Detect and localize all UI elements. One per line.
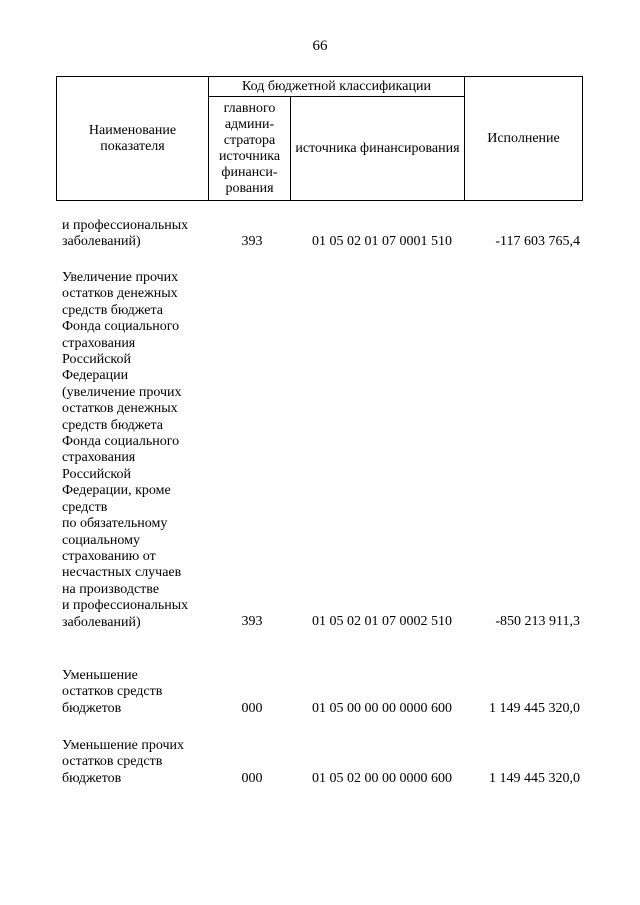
row-name-line: Фонда социального: [62, 434, 180, 450]
row-name-line: Уменьшение: [62, 668, 138, 683]
row-name-line: на производстве: [62, 581, 160, 597]
row-value: 1 149 445 320,0: [489, 770, 580, 786]
row-name-line: бюджетов: [62, 770, 122, 786]
row-name-line: остатков денежных: [62, 401, 178, 417]
page-number: 66: [312, 38, 328, 54]
header-execution: Исполнение: [465, 77, 583, 201]
row-name-line: страхования: [62, 450, 136, 466]
row-name-line: средств: [62, 499, 108, 515]
header-source: источника финансирования: [291, 97, 465, 201]
row-name-line: Федерации, кроме: [62, 483, 171, 499]
row-name-line: бюджетов: [62, 700, 122, 716]
header-code-group: Код бюджетной классификации: [209, 77, 465, 97]
row-name-line: Российской: [62, 466, 131, 482]
row-name-line: Фонда социального: [62, 319, 180, 335]
row-name-line: остатков средств: [62, 684, 163, 700]
row-name-line: несчастных случаев: [62, 565, 182, 581]
row-source-code: 01 05 02 01 07 0001 510: [312, 234, 452, 250]
row-source-code: 01 05 02 00 00 0000 600: [312, 770, 452, 786]
row-source-code: 01 05 02 01 07 0002 510: [312, 614, 452, 630]
row-admin-code: 000: [241, 770, 263, 786]
table-header: [56, 76, 583, 201]
row-name-line: средств бюджета: [62, 417, 164, 433]
row-name-line: остатков денежных: [62, 286, 178, 302]
row-name-line: Увеличение прочих: [62, 270, 179, 285]
row-name-line: остатков средств: [62, 754, 163, 770]
row-value: -850 213 911,3: [495, 614, 580, 630]
row-name-line: Федерации: [62, 368, 129, 384]
row-name: [62, 738, 212, 787]
header-name: Наименование показателя: [57, 77, 209, 201]
row-admin-code: 393: [241, 614, 263, 630]
row-name-line: (увеличение прочих: [62, 384, 182, 400]
row-value: 1 149 445 320,0: [489, 700, 580, 716]
row-name-line: социальному: [62, 532, 140, 548]
row-source-code: 01 05 00 00 00 0000 600: [312, 700, 452, 716]
row-name-line: страхования: [62, 335, 136, 351]
row-name-line: и профессиональных: [62, 598, 189, 614]
row-name: [62, 668, 212, 717]
row-name: [62, 270, 212, 631]
row-name-line: Уменьшение прочих: [62, 738, 184, 753]
row-value: -117 603 765,4: [495, 234, 580, 250]
row-name-line: Российской: [62, 352, 131, 368]
row-admin-code: 393: [241, 234, 263, 250]
row-name-line: средств бюджета: [62, 302, 164, 318]
row-name-line: и профессиональных: [62, 218, 189, 233]
row-name: [62, 218, 212, 251]
row-admin-code: 000: [241, 700, 263, 716]
row-name-line: заболеваний): [62, 234, 141, 250]
row-name-line: по обязательному: [62, 516, 168, 532]
header-admin: главного админи- стратора источника финанси- рования: [209, 97, 291, 201]
row-name-line: страхованию от: [62, 548, 156, 564]
row-name-line: заболеваний): [62, 614, 141, 630]
